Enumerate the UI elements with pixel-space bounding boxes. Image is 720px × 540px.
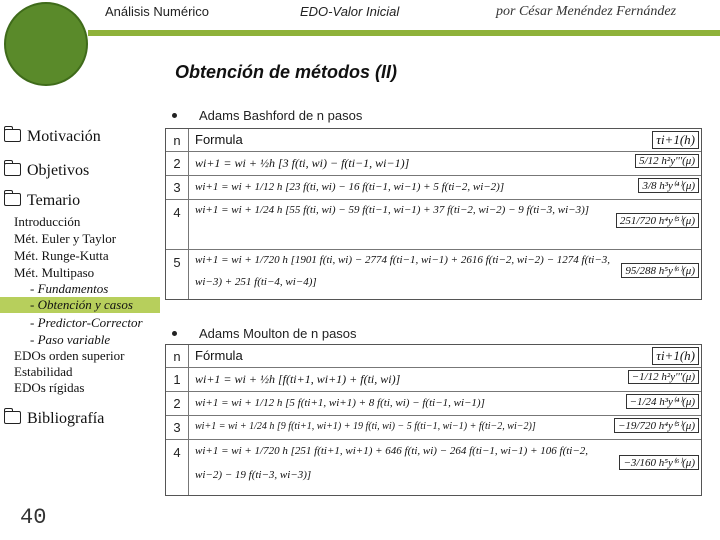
row-n: 5 (173, 255, 181, 270)
sidebar-subitem[interactable]: Mét. Runge-Kutta (14, 248, 109, 263)
col-formula-header: Fórmula (188, 345, 243, 367)
sidebar-item-label: Objetivos (27, 162, 90, 179)
row-formula: wi+1 = wi + 1/24 h [9 f(ti+1, wi+1) + 19 f(ti, wi) − 5 f(ti−1, wi−1) + f(ti−2, wi−2)] (188, 415, 536, 439)
row-formula: wi+1 = wi + 1/24 h [55 f(ti, wi) − 59 f(ti−1, wi−1) + 37 f(ti−2, wi−2) − 9 f(ti−3, wi−3)] (188, 199, 615, 249)
row-error: −1/24 h³y⁽⁴⁾(μ) (626, 394, 699, 409)
table-row (166, 249, 701, 299)
author: por César Menéndez Fernández (496, 4, 677, 19)
row-formula: wi+1 = wi + ½h [3 f(ti, wi) − f(ti−1, wi−1)] (188, 151, 409, 175)
row-error: 5/12 h²y'''(μ) (635, 154, 699, 168)
folder-icon (4, 411, 21, 424)
sidebar-subitem[interactable]: Mét. Multipaso (14, 265, 95, 280)
page-title: Obtención de métodos (II) (175, 62, 398, 82)
row-error: −19/720 h⁴y⁽⁵⁾(μ) (614, 418, 699, 433)
sidebar-subitem[interactable]: EDOs orden superior (14, 348, 125, 363)
bullet-icon (172, 331, 177, 336)
col-n-header: n (173, 349, 181, 364)
row-n: 2 (173, 156, 181, 171)
col-formula-header: Formula (188, 129, 243, 151)
section-title: EDO-Valor Inicial (300, 4, 400, 19)
sidebar-item-bibliografia[interactable] (4, 410, 104, 428)
bashford-heading (172, 108, 362, 123)
course-title: Análisis Numérico (105, 4, 210, 19)
error-header: τi+1(h) (652, 347, 699, 365)
moulton-heading-text: Adams Moulton de n pasos (199, 326, 357, 341)
row-n: 2 (173, 396, 181, 411)
sidebar-subitem[interactable]: - Paso variable (30, 332, 111, 347)
table-row (166, 415, 701, 440)
row-n: 3 (173, 420, 181, 435)
table-header-row (166, 345, 701, 368)
row-n: 4 (173, 445, 181, 460)
row-formula: wi+1 = wi + 1/720 h [1901 f(ti, wi) − 2774 f(ti−1, wi−1) + 2616 f(ti−2, wi−2) − 1274 f(ti−3, wi−3) + 251 f(ti−4, wi−4)] (188, 249, 615, 299)
bashford-table (165, 128, 702, 300)
error-header: τi+1(h) (652, 131, 699, 149)
bullet-icon (172, 113, 177, 118)
table-row (166, 391, 701, 416)
row-error: 95/288 h⁵y⁽⁶⁾(μ) (621, 263, 699, 278)
row-formula: wi+1 = wi + 1/12 h [5 f(ti+1, wi+1) + 8 f(ti, wi) − f(ti−1, wi−1)] (188, 391, 485, 415)
page-number: 40 (20, 505, 47, 530)
table-row (166, 151, 701, 176)
table-row (166, 175, 701, 200)
header-divider (88, 30, 720, 36)
sidebar-item-label: Bibliografía (27, 410, 105, 427)
sidebar (0, 0, 160, 540)
row-error: −3/160 h⁵y⁽⁶⁾(μ) (619, 455, 699, 470)
table-row (166, 439, 701, 495)
table-header-row (166, 129, 701, 152)
table-row (166, 199, 701, 250)
sidebar-item-label: Motivación (27, 128, 101, 145)
table-row (166, 367, 701, 392)
row-n: 1 (173, 372, 181, 387)
row-error: 251/720 h⁴y⁽⁵⁾(μ) (616, 213, 699, 228)
open-folder-icon (4, 193, 21, 206)
folder-icon (4, 163, 21, 176)
row-error: −1/12 h²y'''(μ) (628, 370, 699, 384)
sidebar-subitem[interactable]: - Predictor-Corrector (30, 315, 143, 330)
row-formula: wi+1 = wi + ½h [f(ti+1, wi+1) + f(ti, wi)] (188, 367, 400, 391)
sidebar-item-objetivos[interactable] (4, 162, 89, 180)
sidebar-subitem[interactable]: Estabilidad (14, 364, 73, 379)
row-n: 4 (173, 205, 181, 220)
sidebar-item-motivacion[interactable] (4, 128, 101, 146)
moulton-table (165, 344, 702, 496)
row-formula: wi+1 = wi + 1/720 h [251 f(ti+1, wi+1) + 646 f(ti, wi) − 264 f(ti−1, wi−1) + 106 f(ti−2, wi−2) − 19 f(ti−3, wi−3)] (188, 439, 615, 495)
sidebar-subitem[interactable]: - Fundamentos (30, 281, 109, 296)
sidebar-subitem[interactable]: Mét. Euler y Taylor (14, 231, 117, 246)
col-n-header: n (173, 133, 181, 148)
sidebar-subitem-active[interactable]: - Obtención y casos (0, 297, 160, 313)
row-n: 3 (173, 180, 181, 195)
sidebar-item-label: Temario (27, 192, 81, 209)
moulton-heading (172, 326, 357, 341)
row-formula: wi+1 = wi + 1/12 h [23 f(ti, wi) − 16 f(ti−1, wi−1) + 5 f(ti−2, wi−2)] (188, 175, 504, 199)
sidebar-subitem[interactable]: Introducción (14, 214, 81, 229)
row-error: 3/8 h³y⁽⁴⁾(μ) (638, 178, 699, 193)
bashford-heading-text: Adams Bashford de n pasos (199, 108, 363, 123)
folder-icon (4, 129, 21, 142)
sidebar-item-temario[interactable] (4, 192, 80, 210)
sidebar-subitem[interactable]: EDOs rígidas (14, 380, 85, 395)
